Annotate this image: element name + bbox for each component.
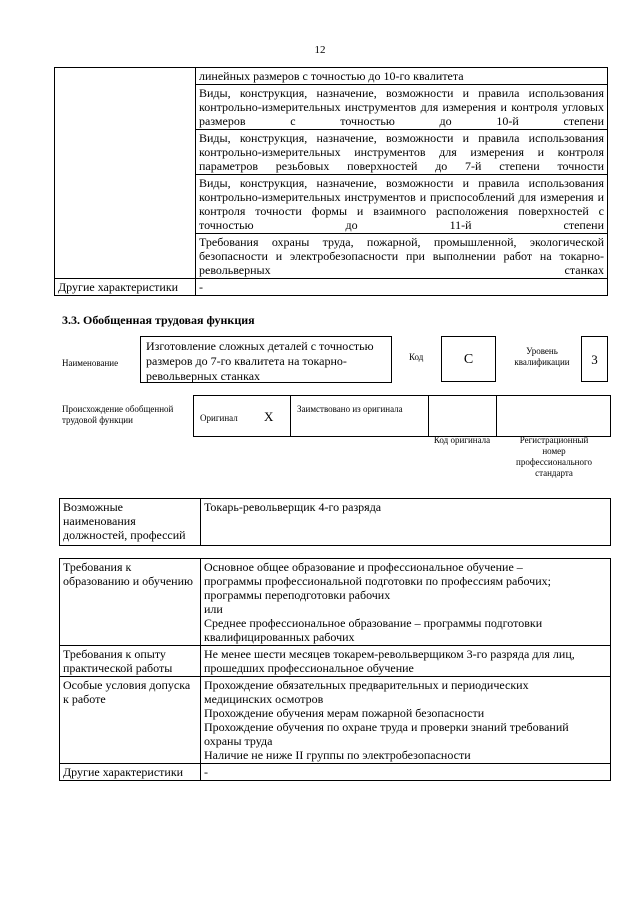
origin-divider [290, 395, 291, 437]
knowledge-label-cell [55, 68, 196, 279]
special-line: охраны труда [204, 734, 273, 748]
other-characteristics-label: Другие характеристики [55, 279, 196, 296]
code-original-caption: Код оригинала [433, 435, 491, 445]
education-label: Требования к образованию и обучению [60, 559, 201, 646]
code-label: Код [409, 352, 424, 362]
origin-divider [428, 395, 429, 437]
education-line: программы переподготовки рабочих [204, 588, 391, 602]
special-line: Наличие не ниже II группы по электробезопасности [204, 748, 471, 762]
level-label: Уровень квалификации [514, 346, 570, 367]
original-mark: Х [264, 409, 274, 424]
requirements-table [59, 558, 611, 781]
code-value: С [463, 352, 474, 367]
special-line: Прохождение обучения по охране труда и проверки знаний требований [204, 720, 569, 734]
positions-value: Токарь-револьверщик 4-го разряда [201, 499, 611, 546]
section-title: 3.3. Обобщенная трудовая функция [62, 313, 255, 327]
original-label: Оригинал [200, 413, 238, 423]
knowledge-table [54, 67, 608, 296]
special-line: Прохождение обязательных предварительных и периодических [204, 678, 529, 692]
knowledge-row: Виды, конструкция, назначение, возможности и правила использования контрольно-измерительных инструментов для измерения и контроля параметров резьбовых поверхностей до 7-й степени точности [196, 130, 608, 175]
borrowed-label: Заимствовано из оригинала [297, 404, 403, 414]
page-number: 12 [314, 44, 326, 56]
positions-label: Возможные наименования должностей, профессий [60, 499, 201, 546]
education-line: Основное общее образование и профессиональное обучение – [204, 560, 523, 574]
other-characteristics-value: - [196, 279, 608, 296]
experience-value [201, 646, 611, 677]
education-line: Среднее профессиональное образование – программы подготовки [204, 616, 543, 630]
registration-number-caption: Регистрационный номер профессионального стандарта [516, 435, 592, 478]
positions-table [59, 498, 611, 546]
knowledge-row: линейных размеров с точностью до 10-го квалитета [196, 68, 608, 85]
special-line: медицинских осмотров [204, 692, 324, 706]
knowledge-row: Виды, конструкция, назначение, возможности и правила использования контрольно-измерительных инструментов для измерения и контроля угловых размеров с точностью до 10-й степени [196, 85, 608, 130]
knowledge-row: Виды, конструкция, назначение, возможности и правила использования контрольно-измерительных инструментов и приспособлений для измерения и контроля точности формы и взаимного расположения поверхностей с точностью до 11-й степени [196, 175, 608, 234]
special-line: Прохождение обучения мерам пожарной безопасности [204, 706, 485, 720]
origin-divider [496, 395, 497, 437]
experience-label: Требования к опыту практической работы [60, 646, 201, 677]
origin-label: Происхождение обобщенной трудовой функции [62, 404, 174, 425]
special-conditions-label: Особые условия допуска к работе [60, 677, 201, 764]
other-characteristics-value: - [201, 764, 611, 781]
education-line: квалифицированных рабочих [204, 630, 355, 644]
other-characteristics-label: Другие характеристики [60, 764, 201, 781]
function-name: Изготовление сложных деталей с точностью размеров до 7-го квалитета на токарно-револьверных станках [146, 339, 374, 383]
education-value [201, 559, 611, 646]
education-line: программы профессиональной подготовки по профессиям рабочих; [204, 574, 551, 588]
code-box [441, 336, 496, 382]
name-label: Наименование [62, 358, 119, 368]
experience-line: прошедших профессиональное обучение [204, 661, 414, 675]
level-value: 3 [591, 352, 598, 367]
level-box [581, 336, 608, 382]
special-conditions-value [201, 677, 611, 764]
knowledge-row: Требования охраны труда, пожарной, промышленной, экологической безопасности и электробезопасности при выполнении работ на токарно-револьверных станках [196, 234, 608, 279]
origin-box [193, 395, 611, 437]
function-name-box [140, 336, 392, 383]
education-line: или [204, 602, 223, 616]
experience-line: Не менее шести месяцев токарем-револьверщиком 3-го разряда для лиц, [204, 647, 575, 661]
